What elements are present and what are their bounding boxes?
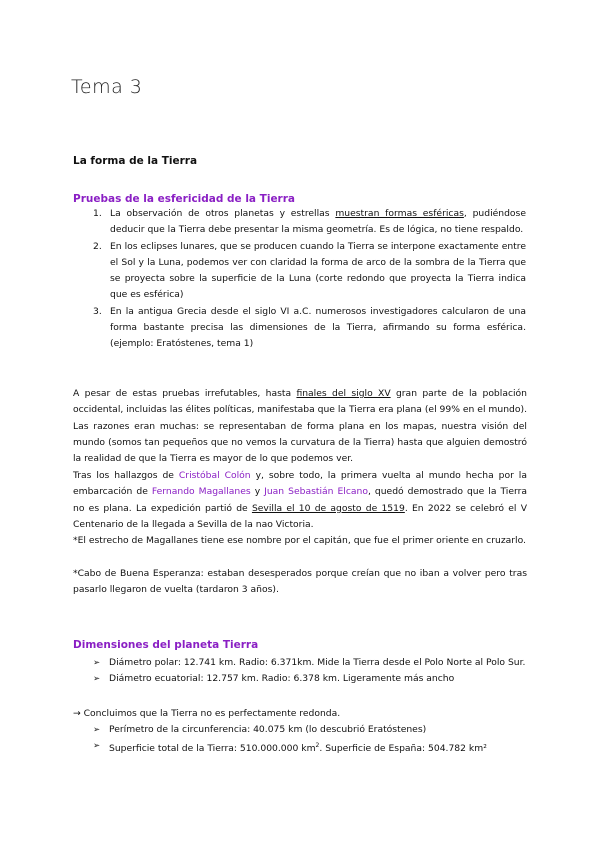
list-text: Perímetro de la circunferencia: 40.075 km (lo descubrió Eratóstenes): [109, 724, 427, 735]
underlined-date: Sevilla el 10 de agosto de 1519: [251, 502, 405, 514]
list-item: [93, 304, 526, 353]
list-item: [93, 239, 526, 304]
paragraph-text: A pesar de estas pruebas irrefutables, hasta: [73, 388, 297, 399]
dimensions-list-2: [93, 722, 533, 758]
list-item: [93, 738, 533, 757]
highlight-magallanes: Fernando Magallanes: [151, 486, 251, 498]
dimensions-list-1: [93, 655, 533, 688]
paragraph-text: y: [250, 486, 265, 498]
highlight-elcano: Juan Sebastián Elcano: [264, 486, 368, 498]
conclusion-line: → Concluimos que la Tierra no es perfectamente redonda.: [73, 708, 341, 719]
proofs-list: [93, 206, 526, 353]
list-item: [93, 206, 526, 239]
note-magallanes: *El estrecho de Magallanes tiene ese nombre por el capitán, que fue el primer oriente en cruzarlo.: [73, 535, 526, 546]
list-item: [93, 671, 533, 687]
list-text: En la antigua Grecia desde el siglo VI a.C. numerosos investigadores calcularon de una forma bastante precisa las dimensiones de la Tierra, afirmando su forma esférica. (ejemplo: Eratóstenes, tema 1): [110, 305, 526, 350]
arrow-bullet-icon: ➢: [93, 725, 101, 735]
arrow-bullet-icon: ➢: [93, 741, 101, 752]
highlight-colon: Cristóbal Colón: [178, 470, 251, 481]
list-text: . Superficie de España: 504.782 km²: [319, 743, 487, 755]
paragraph-text: . En 2022 se celebró el V Centenario de la llegada a Sevilla de la nao Victoria.: [73, 502, 527, 530]
paragraph-text: gran parte de la población occidental, incluidas las élites políticas, manifestaba que la Tierra era plana (el 99% en el mundo). Las razones eran muchas: se representaban de forma plana en los mapas, nuestra visión del mundo (somos tan pequeños que no vemos la curvatura de la Tierra) hasta que alguien demostró la realidad de que la Tierra es mayor de lo que podemos ver.: [73, 388, 527, 465]
underlined-text: muestran formas esféricas: [335, 208, 464, 219]
list-text: , pudiéndose deducir que la Tierra debe presentar la misma geometría. Es de lógica, no tiene respaldo.: [110, 208, 526, 236]
paragraph-text: y, sobre todo, la primera vuelta al mundo hecha por la embarcación de: [73, 470, 527, 498]
list-text: Superficie total de la Tierra: 510.000.000 km: [109, 743, 316, 755]
list-text: En los eclipses lunares, que se producen cuando la Tierra se interpone exactamente entre el Sol y la Luna, podemos ver con claridad la forma de arco de la sombra de la Tierra que se proyecta sobre la superficie de la Luna (corte redondo que proyecta la Tierra indica que es esférica): [110, 240, 526, 301]
list-item: [93, 655, 533, 671]
list-number: 2.: [93, 240, 102, 252]
arrow-bullet-icon: ➢: [93, 674, 101, 685]
paragraph-text: , quedó demostrado que la Tierra no es plana. La expedición partió de: [73, 486, 528, 514]
paragraph-flat-earth: [73, 386, 527, 467]
page-title: Tema 3: [71, 76, 143, 98]
note-buena-esperanza: *Cabo de Buena Esperanza: estaban desesperados porque creían que no iban a volver pero tras pasarlo llegaron de vuelta (tardaron 3 años).: [73, 568, 527, 596]
list-text: Diámetro ecuatorial: 12.757 km. Radio: 6.378 km. Ligeramente más ancho: [109, 673, 455, 685]
list-text: Diámetro polar: 12.741 km. Radio: 6.371km. Mide la Tierra desde el Polo Norte al Polo Sur.: [109, 657, 526, 668]
list-text: La observación de otros planetas y estrellas: [110, 208, 336, 219]
paragraph-expedition: [73, 468, 527, 533]
section-heading: La forma de la Tierra: [73, 155, 198, 167]
list-number: 1.: [93, 208, 102, 219]
arrow-bullet-icon: ➢: [93, 658, 101, 668]
dimensions-heading: Dimensiones del planeta Tierra: [73, 639, 259, 651]
list-item: [93, 722, 533, 738]
superscript: 2: [315, 742, 320, 750]
underlined-text: finales del siglo XV: [296, 388, 391, 399]
proofs-heading: Pruebas de la esfericidad de la Tierra: [73, 193, 296, 205]
paragraph-text: Tras los hallazgos de: [73, 470, 179, 481]
list-number: 3.: [93, 305, 102, 317]
